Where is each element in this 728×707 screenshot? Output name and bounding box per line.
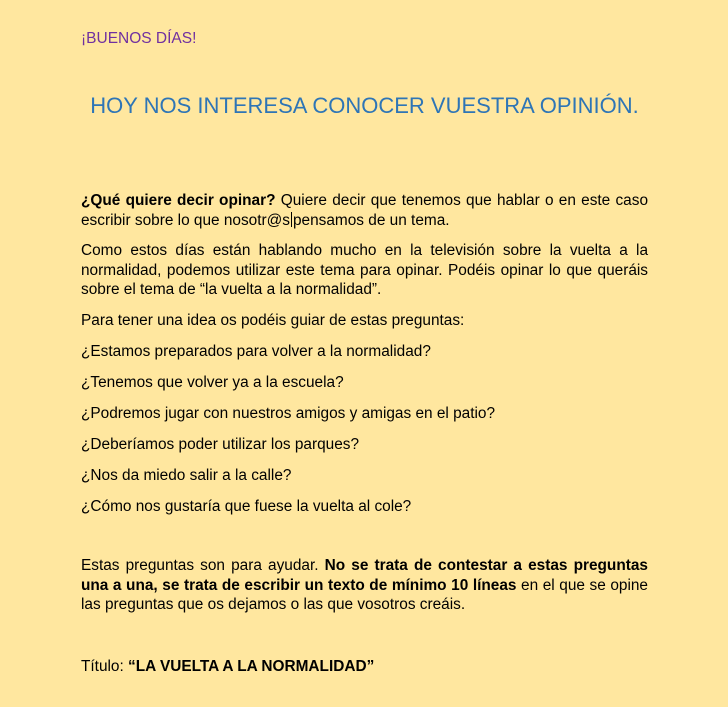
intro-answer-part1: Quiere decir que tenemos que hablar o en este caso escribir sobre lo que nosotr@s bbox=[81, 192, 648, 229]
closing-part2: en el que se opine las preguntas que os dejamos o las que vosotros creáis. bbox=[81, 576, 648, 613]
headline: HOY NOS INTERESA CONOCER VUESTRA OPINIÓN. bbox=[90, 93, 639, 118]
greeting-text: ¡BUENOS DÍAS! bbox=[81, 30, 197, 47]
guide-intro: Para tener una idea os podéis guiar de estas preguntas: bbox=[81, 311, 465, 329]
intro-paragraph bbox=[81, 191, 648, 230]
context-paragraph: Como estos días están hablando mucho en la televisión sobre la vuelta a la normalidad, podemos utilizar este tema para opinar. Podéis opinar lo que queráis sobre el tema de “la vuelta a la normalidad”. bbox=[81, 242, 648, 298]
title-label: Título: bbox=[81, 658, 129, 675]
question-item: ¿Cómo nos gustaría que fuese la vuelta al cole? bbox=[81, 497, 412, 515]
title-value: “LA VUELTA A LA NORMALIDAD” bbox=[128, 658, 375, 675]
closing-part1: Estas preguntas son para ayudar. bbox=[81, 557, 325, 574]
intro-answer-part2: pensamos de un tema. bbox=[292, 211, 450, 229]
closing-paragraph bbox=[81, 556, 648, 615]
text-cursor bbox=[291, 212, 292, 227]
closing-bold: No se trata de contestar a estas preguntas una a una, se trata de escribir un texto de mínimo 10 líneas bbox=[81, 557, 648, 594]
question-item: ¿Tenemos que volver ya a la escuela? bbox=[81, 373, 344, 391]
title-line bbox=[81, 657, 374, 677]
question-item: ¿Podremos jugar con nuestros amigos y amigas en el patio? bbox=[81, 404, 496, 422]
intro-question: ¿Qué quiere decir opinar? bbox=[81, 192, 276, 209]
question-item: ¿Estamos preparados para volver a la normalidad? bbox=[81, 342, 431, 360]
question-item: ¿Deberíamos poder utilizar los parques? bbox=[81, 435, 360, 453]
body-text bbox=[81, 191, 648, 528]
question-item: ¿Nos da miedo salir a la calle? bbox=[81, 466, 292, 484]
